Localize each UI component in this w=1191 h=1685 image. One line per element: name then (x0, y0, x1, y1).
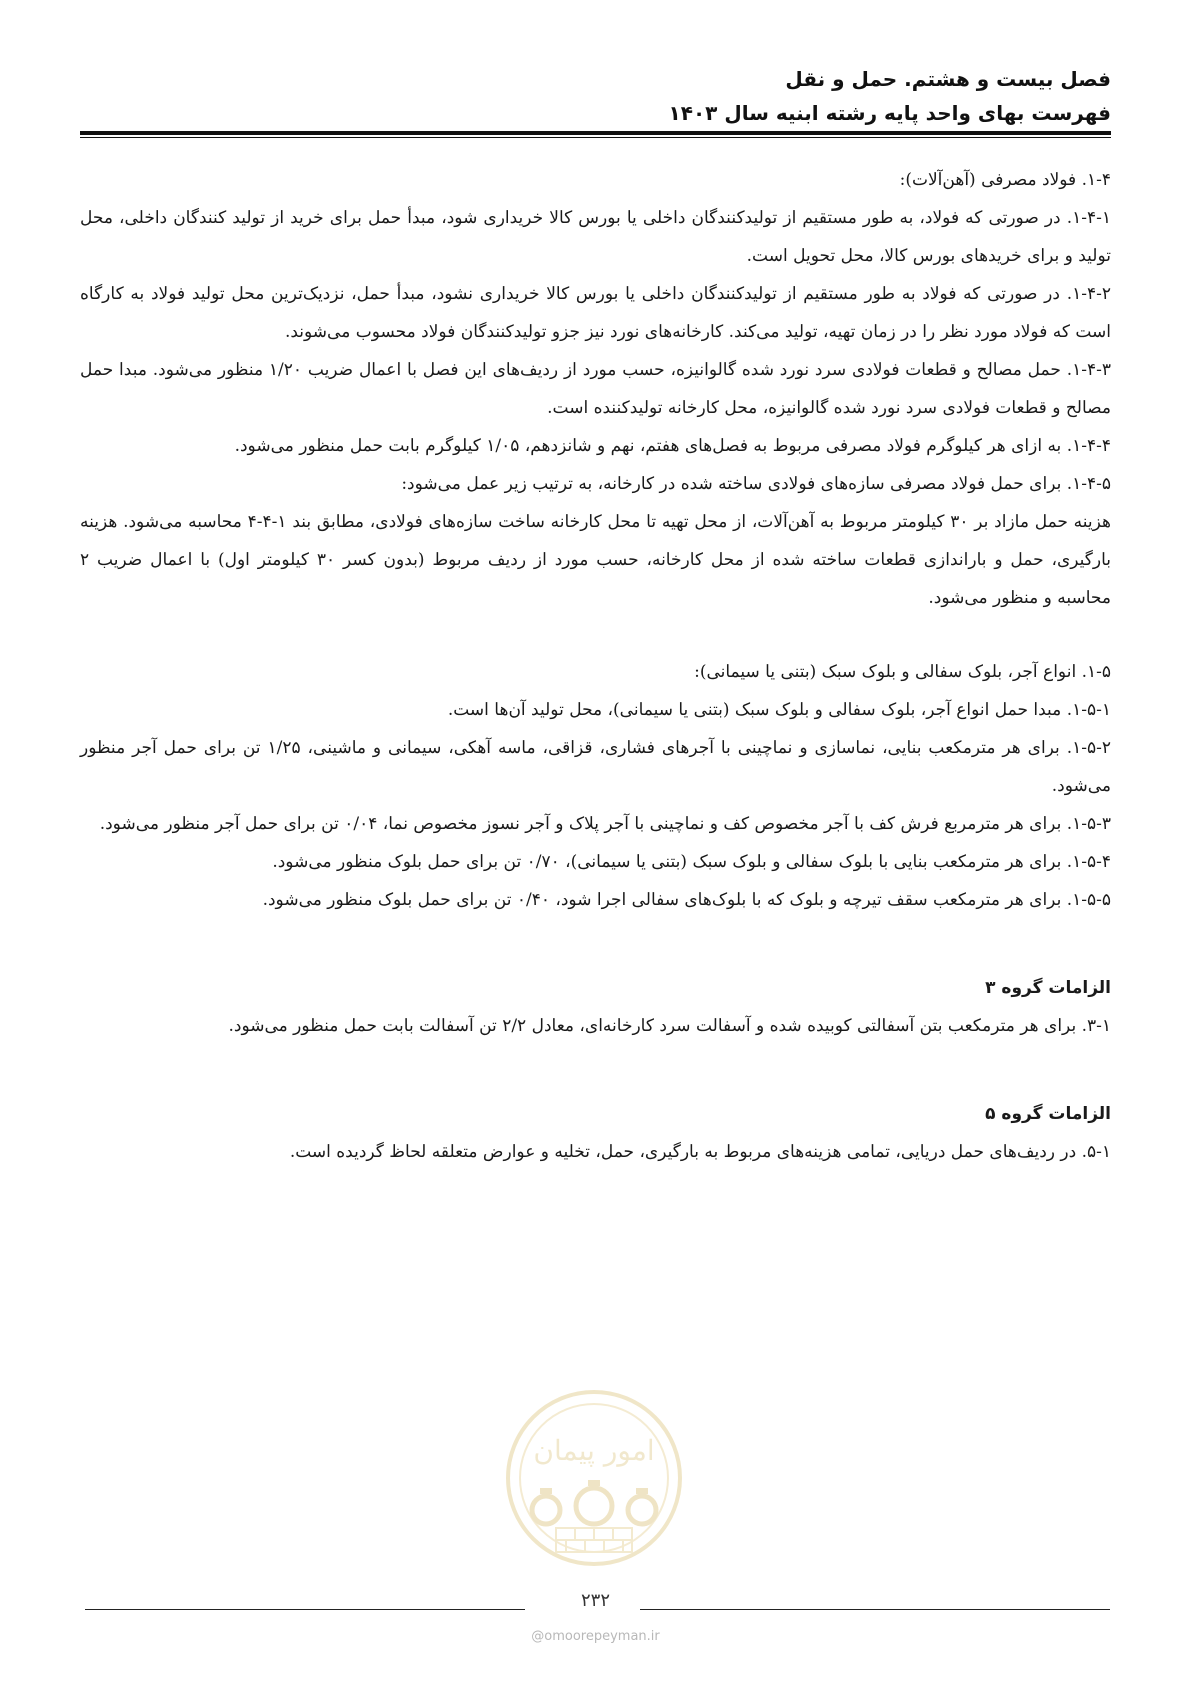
paragraph-1-4-1: ۱-۴-۱. در صورتی که فولاد، به طور مستقیم از تولیدکنندگان داخلی یا بورس کالا خریداری شود، مبدأ حمل برای خرید از تولید کنندگان داخلی، محل تولید و برای خریدهای بورس کالا، محل تحویل است. (80, 208, 1111, 266)
website-watermark: @omoorepeyman.ir (531, 1629, 660, 1644)
page-body (80, 161, 1111, 1171)
page-header (81, 62, 1111, 130)
paragraph-5-1: ۵-۱. در ردیف‌های حمل دریایی، تمامی هزینه‌های مربوط به بارگیری، حمل، تخلیه و عوارض متعلقه لحاظ گردیده است. (289, 1142, 1111, 1162)
section-title-steel: ۱-۴. فولاد مصرفی (آهن‌آلات): (899, 170, 1111, 190)
header-rule-thin (80, 137, 1111, 138)
paragraph-1-4-3: ۱-۴-۳. حمل مصالح و قطعات فولادی سرد نورد شده گالوانیزه، حسب مورد از ردیف‌های این فصل با اعمال ضریب ۱/۲۰ منظور می‌شود. مبدا حمل مصالح و قطعات فولادی سرد نورد شده گالوانیزه، محل کارخانه تولیدکننده است. (80, 360, 1111, 418)
paragraph-1-5-1: ۱-۵-۱. مبدا حمل انواع آجر، بلوک سفالی و بلوک سبک (بتنی یا سیمانی)، محل تولید آن‌ها است. (447, 700, 1111, 720)
paragraph-1-5-2: ۱-۵-۲. برای هر مترمکعب بنایی، نماسازی و نماچینی با آجرهای فشاری، قزاقی، ماسه آهکی، سیمانی و ماشینی، ۱/۲۵ تن برای حمل آجر منظور می‌شود. (80, 738, 1112, 796)
company-seal-logo-icon (504, 1388, 684, 1568)
section-title-brick: ۱-۵. انواع آجر، بلوک سفالی و بلوک سبک (بتنی یا سیمانی): (694, 662, 1111, 682)
paragraph-1-4-5: ۱-۴-۵. برای حمل فولاد مصرفی سازه‌های فولادی ساخته شده در کارخانه، به ترتیب زیر عمل می‌شود: (401, 474, 1111, 494)
group-5-heading: الزامات گروه ۵ (985, 1104, 1111, 1124)
spacer (80, 617, 1111, 653)
paragraph-1-5-5: ۱-۵-۵. برای هر مترمکعب سقف تیرچه و بلوک که با بلوک‌های سفالی اجرا شود، ۰/۴۰ تن برای حمل بلوک منظور می‌شود. (262, 890, 1111, 910)
group-3-heading: الزامات گروه ۳ (985, 978, 1111, 998)
watermark-logo-text: امور پیمان (533, 1434, 655, 1467)
document-title: فهرست بهای واحد پایه رشته ابنیه سال ۱۴۰۳ (668, 101, 1111, 125)
paragraph-steel-transport-cost: هزینه حمل مازاد بر ۳۰ کیلومتر مربوط به آهن‌آلات، از محل تهیه تا محل کارخانه ساخت سازه‌های فولادی، مطابق بند ۱-۴-۴ محاسبه می‌شود. هزینه بارگیری، حمل و باراندازی قطعات ساخته شده از محل کارخانه، حسب مورد از ردیف مربوط (بدون کسر ۳۰ کیلومتر اول) با اعمال ضریب ۲ محاسبه و منظور می‌شود. (80, 512, 1112, 608)
chapter-title: فصل بیست و هشتم. حمل و نقل (785, 67, 1111, 91)
paragraph-3-1: ۳-۱. برای هر مترمکعب بتن آسفالتی کوبیده شده و آسفالت سرد کارخانه‌ای، معادل ۲/۲ تن آسفالت بابت حمل منظور می‌شود. (228, 1016, 1111, 1036)
page-number: ۲۳۲ (580, 1590, 610, 1611)
paragraph-1-4-4: ۱-۴-۴. به ازای هر کیلوگرم فولاد مصرفی مربوط به فصل‌های هفتم، نهم و شانزدهم، ۱/۰۵ کیلوگرم بابت حمل منظور می‌شود. (234, 436, 1111, 456)
header-rule-thick (80, 131, 1111, 135)
paragraph-1-4-2: ۱-۴-۲. در صورتی که فولاد به طور مستقیم از تولیدکنندگان داخلی یا بورس کالا خریداری نشود، مبدأ حمل، نزدیک‌ترین محل تولید فولاد به کارگاه است که فولاد مورد نظر را در زمان تهیه، تولید می‌کند. کارخانه‌های نورد نیز جزو تولیدکنندگان فولاد محسوب می‌شوند. (80, 284, 1111, 342)
paragraph-1-5-4: ۱-۵-۴. برای هر مترمکعب بنایی با بلوک سفالی و بلوک سبک (بتنی یا سیمانی)، ۰/۷۰ تن برای حمل بلوک منظور می‌شود. (272, 852, 1111, 872)
spacer (80, 919, 1111, 969)
spacer (80, 1045, 1111, 1095)
paragraph-1-5-3: ۱-۵-۳. برای هر مترمربع فرش کف با آجر مخصوص کف و نماچینی با آجر پلاک و آجر نسوز مخصوص نما، ۰/۰۴ تن برای حمل آجر منظور می‌شود. (99, 814, 1111, 834)
